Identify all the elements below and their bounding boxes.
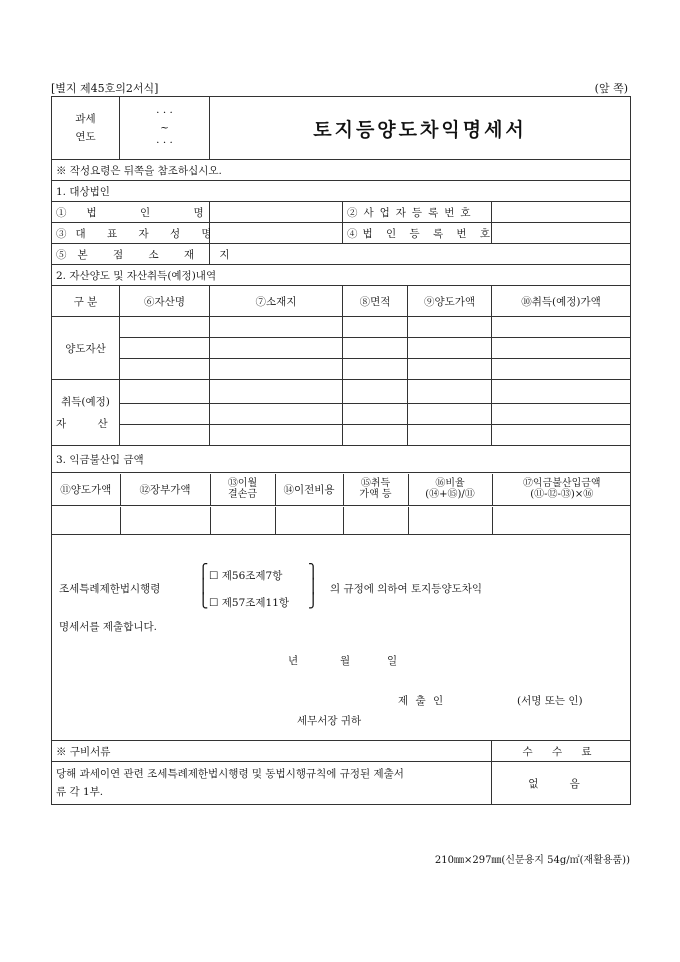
declaration-line2: 명세서를 제출합니다. (59, 621, 157, 633)
option-article56-checkbox[interactable]: ☐ 제56조제7항 (209, 570, 283, 582)
declaration-suffix: 의 규정에 의하여 토지등양도차익 (330, 583, 483, 595)
col-transfer-value: ⑪양도가액 (52, 474, 120, 505)
brace-right-bottom-icon: ⎭ (308, 593, 319, 609)
transfer-asset-cell[interactable] (210, 359, 343, 380)
form-title: 토지등양도차익명세서 (210, 97, 631, 160)
corp-name-label: ①법 인 명 (52, 202, 210, 223)
transfer-asset-cell[interactable] (343, 317, 408, 338)
section1-heading: 1. 대상법인 (52, 181, 631, 202)
brace-left-mid-icon: ⎪ (198, 579, 209, 595)
col-relocation-cost: ⑭이전비용 (275, 474, 343, 505)
section3-heading: 3. 익금불산입 금액 (52, 446, 631, 473)
col-area: ⑧면적 (343, 286, 408, 317)
declaration-law: 조세특례제한법시행령 (59, 583, 161, 595)
acquire-asset-cell[interactable] (492, 425, 631, 446)
transfer-assets-group: 양도자산 (52, 317, 120, 380)
attachments-text-line1: 당해 과세이연 관련 조세특례제한법시행령 및 동법시행규칙에 규정된 제출서 (56, 768, 404, 780)
transfer-asset-cell[interactable] (343, 359, 408, 380)
tax-year-end-dots: · · · (156, 136, 173, 149)
brace-left-bottom-icon: ⎩ (198, 593, 209, 609)
fee-value: 없 음 (492, 762, 631, 805)
signature-label: (서명 또는 인) (517, 695, 583, 707)
corp-reg-no-label: ④법 인 등 록 번 호 (343, 223, 492, 244)
relocation-cost-field[interactable] (275, 507, 343, 534)
col-transfer-price: ⑨양도가액 (408, 286, 492, 317)
section3-grid (52, 473, 631, 506)
carried-loss-field[interactable] (210, 507, 275, 534)
brace-left-icon: ⎧ (198, 564, 209, 580)
col-ratio (408, 474, 492, 505)
section3-values-row (52, 506, 631, 535)
acquire-asset-cell[interactable] (210, 404, 343, 425)
col-ratio-line1: ⑯비율 (435, 478, 465, 489)
col-book-value: ⑫장부가액 (120, 474, 210, 505)
transfer-asset-cell[interactable] (408, 338, 492, 359)
acquire-asset-cell[interactable] (120, 380, 210, 404)
corp-reg-no-field[interactable] (492, 223, 631, 244)
attachments-heading: ※ 구비서류 (52, 741, 492, 762)
submitter-label: 제 출 인 (398, 695, 446, 707)
section2-heading: 2. 자산양도 및 자산취득(예정)내역 (52, 265, 631, 286)
acquire-asset-cell[interactable] (120, 425, 210, 446)
col-acquisition-value-line1: ⑮취득 (360, 478, 391, 489)
acquire-assets-group (52, 380, 120, 446)
transfer-asset-cell[interactable] (120, 317, 210, 338)
hq-address-field[interactable] (210, 244, 631, 265)
tax-year-label: 과세 연도 (52, 97, 120, 160)
instruction-note: ※ 작성요령은 뒤쪽을 참조하십시오. (52, 160, 631, 181)
transfer-asset-cell[interactable] (408, 359, 492, 380)
brace-right-mid-icon: ⎪ (308, 579, 319, 595)
col-carried-loss-line1: ⑬이월 (227, 478, 258, 489)
biz-reg-no-label: ②사업자등록번호 (343, 202, 492, 223)
transfer-asset-cell[interactable] (343, 338, 408, 359)
col-excluded-amount-line1: ⑰익금불산입금액 (522, 478, 601, 489)
transfer-asset-cell[interactable] (492, 338, 631, 359)
paper-spec: 210㎜×297㎜(신문용지 54g/㎡(재활용품)) (434, 855, 630, 866)
col-carried-loss-line2: 결손금 (228, 489, 257, 500)
acquire-asset-cell[interactable] (210, 425, 343, 446)
transfer-asset-cell[interactable] (120, 338, 210, 359)
addressee-label: 세무서장 귀하 (297, 715, 362, 727)
transfer-value-field[interactable] (52, 507, 120, 534)
excluded-amount-field[interactable] (492, 507, 631, 534)
biz-reg-no-field[interactable] (492, 202, 631, 223)
form-number: [별지 제45호의2서식] (51, 82, 159, 95)
declaration-block (52, 535, 631, 741)
col-acquisition-value (343, 474, 408, 505)
attachments-text (52, 762, 492, 805)
col-ratio-line2: (⑭+⑮)/⑪ (425, 489, 475, 500)
acquire-asset-cell[interactable] (343, 404, 408, 425)
acquire-asset-cell[interactable] (492, 380, 631, 404)
tax-year-tilde: ~ (160, 121, 169, 134)
transfer-asset-cell[interactable] (492, 317, 631, 338)
transfer-asset-cell[interactable] (408, 317, 492, 338)
acquire-asset-cell[interactable] (408, 380, 492, 404)
acquire-asset-cell[interactable] (120, 404, 210, 425)
acquisition-value-field[interactable] (343, 507, 408, 534)
col-acquisition-value-line2: 가액 등 (359, 489, 392, 500)
page-side-label: (앞 쪽) (594, 82, 628, 95)
hq-address-label: ⑤본 점 소 재 지 (52, 244, 210, 265)
acquire-asset-cell[interactable] (408, 425, 492, 446)
col-excluded-amount-line2: (⑪-⑫-⑬)×⑯ (530, 489, 594, 500)
representative-field[interactable] (210, 223, 343, 244)
tax-year-start-dots: · · · (156, 106, 173, 119)
col-location: ⑦소재지 (210, 286, 343, 317)
acquire-asset-cell[interactable] (210, 380, 343, 404)
brace-right-icon: ⎫ (308, 564, 319, 580)
col-category: 구 분 (52, 286, 120, 317)
acquire-assets-label-line2: 자 산 (56, 417, 122, 430)
representative-label: ③대 표 자 성 명 (52, 223, 210, 244)
transfer-asset-cell[interactable] (492, 359, 631, 380)
acquire-asset-cell[interactable] (408, 404, 492, 425)
fee-label: 수 수 료 (492, 741, 631, 762)
date-day-label: 일 (387, 655, 398, 667)
option-article57-checkbox[interactable]: ☐ 제57조제11항 (209, 597, 290, 609)
tax-year-period-field[interactable] (120, 97, 210, 160)
transfer-gain-statement-form (51, 96, 631, 805)
date-month-label: 월 (340, 655, 351, 667)
acquire-asset-cell[interactable] (492, 404, 631, 425)
corp-name-field[interactable] (210, 202, 343, 223)
ratio-field[interactable] (408, 507, 492, 534)
transfer-asset-cell[interactable] (210, 338, 343, 359)
col-carried-loss (210, 474, 275, 505)
date-year-label: 년 (288, 655, 299, 667)
col-asset-name: ⑥자산명 (120, 286, 210, 317)
acquire-asset-cell[interactable] (343, 380, 408, 404)
transfer-asset-cell[interactable] (210, 317, 343, 338)
attachments-text-line2: 류 각 1부. (56, 786, 104, 798)
book-value-field[interactable] (120, 507, 210, 534)
col-acquisition-price: ⑩취득(예정)가액 (492, 286, 631, 317)
acquire-assets-label-line1: 취득(예정) (61, 395, 110, 408)
col-excluded-amount (492, 474, 631, 505)
transfer-asset-cell[interactable] (120, 359, 210, 380)
acquire-asset-cell[interactable] (343, 425, 408, 446)
